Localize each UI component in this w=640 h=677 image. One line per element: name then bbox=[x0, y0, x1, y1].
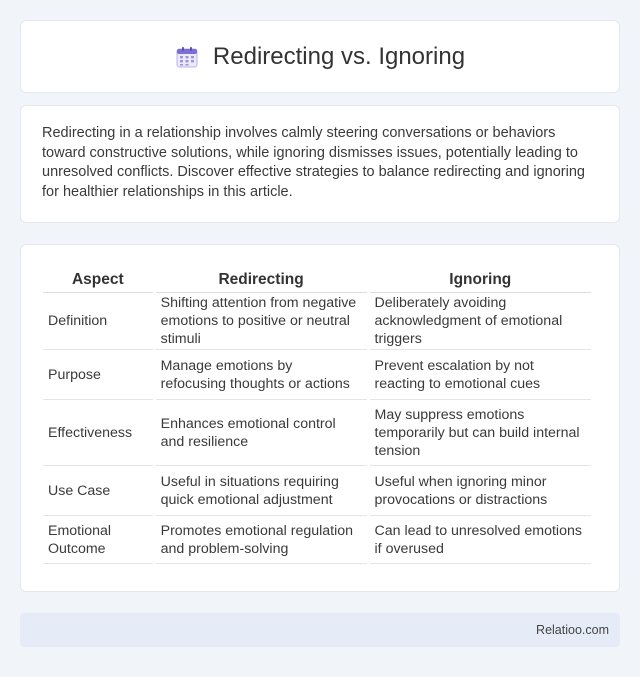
table-cell-redirecting: Promotes emotional regulation and problem-solving bbox=[156, 516, 367, 564]
table-cell-redirecting: Manage emotions by refocusing thoughts or actions bbox=[156, 350, 367, 400]
table-row bbox=[43, 400, 591, 466]
table-row bbox=[43, 516, 591, 564]
table-cell-aspect: Purpose bbox=[43, 350, 153, 400]
table-cell-aspect: Use Case bbox=[43, 466, 153, 516]
table-cell-redirecting: Useful in situations requiring quick emotional adjustment bbox=[156, 466, 367, 516]
column-header-ignoring: Ignoring bbox=[370, 263, 591, 293]
table-cell-aspect: Emotional Outcome bbox=[43, 516, 153, 564]
table-cell-ignoring: Can lead to unresolved emotions if overused bbox=[370, 516, 591, 564]
header-card bbox=[20, 20, 620, 93]
intro-text: Redirecting in a relationship involves calmly steering conversations or behaviors toward constructive solutions, while ignoring dismisses issues, potentially leading to unresolved conflicts. Discover effective strategies to balance redirecting and ignoring for healthier relationships in this article. bbox=[42, 125, 585, 200]
table-cell-aspect: Effectiveness bbox=[43, 400, 153, 466]
table-row bbox=[43, 466, 591, 516]
footer-brand: Relatioo.com bbox=[536, 623, 609, 637]
table-cell-redirecting: Enhances emotional control and resilience bbox=[156, 400, 367, 466]
comparison-table bbox=[40, 263, 594, 564]
table-row bbox=[43, 293, 591, 350]
table-cell-redirecting: Shifting attention from negative emotions to positive or neutral stimuli bbox=[156, 293, 367, 350]
table-cell-ignoring: May suppress emotions temporarily but can build internal tension bbox=[370, 400, 591, 466]
intro-card bbox=[20, 105, 620, 223]
table-cell-ignoring: Deliberately avoiding acknowledgment of emotional triggers bbox=[370, 293, 591, 350]
page-title: Redirecting vs. Ignoring bbox=[212, 42, 466, 70]
column-header-redirecting: Redirecting bbox=[156, 263, 367, 293]
table-header-row bbox=[43, 263, 591, 293]
calendar-icon bbox=[175, 45, 199, 69]
table-cell-ignoring: Prevent escalation by not reacting to emotional cues bbox=[370, 350, 591, 400]
table-cell-aspect: Definition bbox=[43, 293, 153, 350]
comparison-card bbox=[20, 244, 620, 592]
title-wrap bbox=[175, 43, 465, 71]
table-cell-ignoring: Useful when ignoring minor provocations or distractions bbox=[370, 466, 591, 516]
footer bbox=[20, 613, 620, 647]
table-row bbox=[43, 350, 591, 400]
column-header-aspect: Aspect bbox=[43, 263, 153, 293]
